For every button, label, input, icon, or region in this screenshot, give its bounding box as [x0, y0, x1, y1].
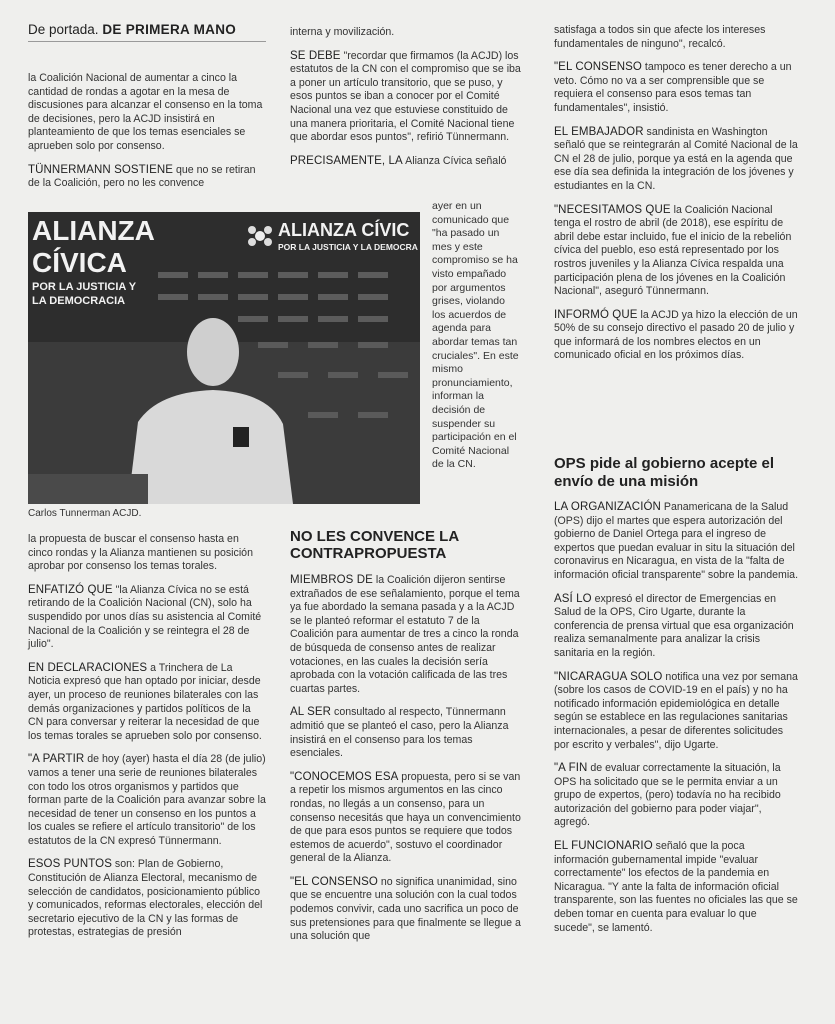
paragraph-lead: "EL CONSENSO — [554, 61, 642, 74]
paragraph — [290, 706, 526, 760]
ops-headline: OPS pide al gobierno acepte el envío de una misión — [554, 455, 775, 490]
paragraph-text: la Coalición dijeron sentirse extrañados de ese señalamiento, porque el tema ya fue abordado la semana pasada y a la ACJD se le planteó reformar el estatuto 7 de la Coalición para aumentar de tres a cinco la ronda de búsqueda de consenso antes de realizar votaciones, en las cuales la decisión sería aprobada con la votación calificada de las tres cuartas partes. — [290, 574, 520, 695]
banner-line-3: POR LA JUSTICIA Y — [32, 281, 137, 293]
section-title: DE PRIMERA MANO — [102, 22, 237, 37]
paragraph-text: propuesta, pero si se van a repetir los mismos argumentos en las cinco rondas, no llegás a un consenso, para un consenso necesitás que haya un convencimiento de que para esos puntos se requiere que todos estemos de acuerdo", sostuvo el coordinador general de la Alianza. — [290, 770, 521, 865]
banner-right-1: ALIANZA CÍVIC — [278, 220, 410, 240]
paragraph-lead: AL SER — [290, 706, 332, 719]
paragraph-text: la ACJD ya hizo la elección de un 50% de su consejo directivo el pasado 20 de julio y que informará de los nombres electos en un comunicado oficial en los próximos días. — [554, 308, 798, 362]
banner-line-2: CÍVICA — [32, 247, 127, 278]
paragraph-text: que no se retiran de la Coalición, pero no les convence — [28, 163, 256, 190]
paragraph-text: Alianza Cívica señaló — [402, 154, 507, 167]
paragraph — [554, 593, 799, 661]
section-header — [28, 22, 266, 42]
paragraph-text: "la Alianza Cívica no se está retirando de la Coalición Nacional (CN), solo ha suspendido por unos días su asistencia al Comité Nacional de la Coalición y se reintegra el 28 de julio". — [28, 583, 262, 651]
paragraph-text: de hoy (ayer) hasta el día 28 (de julio) vamos a tener una serie de reuniones bilaterales con todo los otros organismos y partidos que forman parte de la Coalición para avanzar sobre la necesidad de tener un consenso en los puntos a los cuales se refiere el artículo transitorio" de los estatutos de la CN expresó Tünnermann. — [28, 753, 266, 847]
paragraph-lead: LA ORGANIZACIÓN — [554, 501, 661, 513]
paragraph-text: señaló que la poca información gubernamental impide "evaluar correctamente" los efectos de la pandemia en Nicaragua. "Y ante la falta de información oficial transparente, son las fuentes no oficiales las que se deben tomar en cuenta para evaluar lo que sucede", se lamentó. — [554, 840, 798, 934]
paragraph — [290, 155, 526, 169]
paragraph-text: consultado al respecto, Tünnermann admitió que se planteó el caso, pero la Alianza insistirá en el consenso para los temas esenciales. — [290, 706, 509, 760]
paragraph — [554, 204, 799, 299]
paragraph-text: a Trinchera de La Noticia expresó que han optado por iniciar, desde ayer, un proceso de reuniones bilaterales con las demás organizaciones y partidos políticos de la CN para conversar y reiterar la necesidad de que los temas torales se aprueben solo por consenso. — [28, 661, 262, 742]
paragraph-text: no significa unanimidad, sino que se encuentre una solución con la cual todos podemos convivir, cada uno sacrifica un poco de sus pretensiones para que finalmente se llegue a una solución que — [290, 875, 521, 943]
paragraph-lead: INFORMÓ QUE — [554, 308, 638, 321]
paragraph: interna y movilización. — [290, 26, 395, 38]
paragraph-lead: "A FIN — [554, 762, 588, 775]
paragraph: la Coalición Nacional de aumentar a cinco la cantidad de rondas a agotar en la mesa de discusiones para alcanzar el consenso en la toma de decisiones, pero la ACJD insistirá en planteamiento de que los temas esenciales se aprueben solo por consenso. — [28, 72, 263, 152]
paragraph — [554, 126, 799, 194]
paragraph-lead: "A PARTIR — [28, 753, 85, 766]
paragraph — [290, 574, 526, 696]
paragraph-lead: PRECISAMENTE, LA — [290, 154, 403, 167]
paragraph: la propuesta de buscar el consenso hasta en cinco rondas y la Alianza mantienen su posición aprobar por consenso los temas torales. — [28, 533, 253, 573]
paragraph-text: expresó el director de Emergencias en Salud de la OPS, Ciro Ugarte, durante la conferencia de prensa virtual que esa organización realiza semanalmente para analizar la crisis sanitaria en la región. — [554, 592, 794, 659]
paragraph — [28, 584, 266, 652]
paragraph — [554, 840, 799, 935]
paragraph-lead: "EL CONSENSO — [290, 875, 378, 888]
paragraph-text: sandinista en Washington señaló que se reintegrarán al Comité Nacional de la CN el 28 de julio, porque ya está en la agenda que ese día sea definida la integración de los jóvenes y estudiantes en la CN. — [554, 125, 798, 192]
paragraph-lead: ASÍ LO — [554, 592, 592, 605]
paragraph-text: son: Plan de Gobierno, Constitución de Alianza Electoral, mecanismo de selección de candidatos, posicionamiento público y comunicados, reformas electorales, elección del secretario ejecutivo de la CN y las formas de protestas, estrategias de presión — [28, 858, 263, 939]
paragraph-lead: EN DECLARACIONES — [28, 661, 148, 674]
paragraph — [554, 309, 799, 363]
paragraph — [28, 753, 266, 848]
banner-line-1: ALIANZA — [32, 215, 155, 246]
paragraph: satisfaga a todos sin que afecte los intereses fundamentales de ninguno", recalcó. — [554, 24, 766, 50]
paragraph-lead: "NECESITAMOS QUE — [554, 203, 671, 216]
paragraph — [290, 50, 526, 145]
paragraph — [290, 876, 526, 944]
paragraph — [28, 858, 266, 940]
paragraph-lead: ENFATIZÓ QUE — [28, 583, 113, 596]
paragraph-text: notifica una vez por semana (sobre los casos de COVID-19 en el país) y no ha notificado información epidemiológica en detalle según se establece en las regulaciones sanitarias internacionales, a pesar de diferentes solicitudes por escrito y verbales", dijo Ugarte. — [554, 670, 798, 751]
banner-line-4: LA DEMOCRACIA — [32, 295, 126, 307]
paragraph — [554, 762, 799, 830]
paragraph-text: la Coalición Nacional tenga el rostro de abril (de 2018), ese espíritu de abril debe estar incluido, fue el inicio de la rebelión cívica del pueblo, eso está representado por los rostros juveniles y la Alianza Cívica respalda una participación plena de los jóvenes en la Coalición Nacional", aseguró Tünnermann. — [554, 203, 792, 298]
paragraph-lead: ESOS PUNTOS — [28, 858, 112, 871]
person-figure — [28, 212, 420, 504]
photo-caption: Carlos Tunnerman ACJD. — [28, 508, 142, 519]
paragraph — [290, 771, 526, 866]
paragraph-text: de evaluar correctamente la situación, la OPS ha solicitado que se le permita enviar a un grupo de expertos, (pero) todavía no ha recibido autorización del gobierno para poder viajar", agregó. — [554, 762, 781, 829]
paragraph-text: "recordar que firmamos (la ACJD) los estatutos de la CN con el compromiso que se iba a poner un artículo transitorio, que se puso, y esos puntos se iban a conocer por el Comité Nacional una vez que estuviese constituido de una manera prioritaria, el Comité Nacional tiene que abordar esos puntos", refirió Tünnermann. — [290, 49, 521, 144]
subheading: NO LES CONVENCE LA CONTRAPROPUESTA — [290, 528, 459, 562]
paragraph-lead: EL FUNCIONARIO — [554, 840, 653, 853]
article-photo — [28, 212, 420, 504]
paragraph-text: tampoco es tener derecho a un veto. Cómo no va a ser comprensible que se requiera el consenso para esos temas tan fundamentales", insistió. — [554, 61, 792, 114]
paragraph — [554, 61, 799, 115]
paragraph — [554, 671, 799, 753]
paragraph-lead: "CONOCEMOS ESA — [290, 770, 399, 783]
banner-right-2: POR LA JUSTICIA Y LA DEMOCRA — [278, 242, 418, 252]
paragraph-lead: TÜNNERMANN SOSTIENE — [28, 163, 174, 176]
paragraph-lead: "NICARAGUA SOLO — [554, 670, 663, 683]
paragraph — [554, 501, 799, 583]
paragraph — [28, 164, 266, 191]
paragraph-lead: MIEMBROS DE — [290, 574, 373, 586]
paragraph-lead: EL EMBAJADOR — [554, 125, 644, 138]
paragraph-lead: SE DEBE — [290, 49, 341, 62]
section-label: De portada. — [28, 22, 99, 37]
paragraph — [28, 662, 266, 744]
wrap-column — [432, 200, 520, 482]
paragraph: ayer en un comunicado que "ha pasado un mes y este compromiso se ha visto empañado por argumentos grises, violando los acuerdos de agenda para abordar temas tan cruciales". En este mismo pronunciamiento, informan la decisión de suspender su participación en el Comité Nacional de la CN. — [432, 200, 519, 471]
paragraph-text: Panamericana de la Salud (OPS) dijo el martes que espera autorización del gobierno de Daniel Ortega para el ingreso de expertos que puedan evaluar in situ la situación del coronavirus en Nicaragua, en vista de la "falta de información oficial transparente" sobre la pandemia. — [554, 501, 799, 581]
